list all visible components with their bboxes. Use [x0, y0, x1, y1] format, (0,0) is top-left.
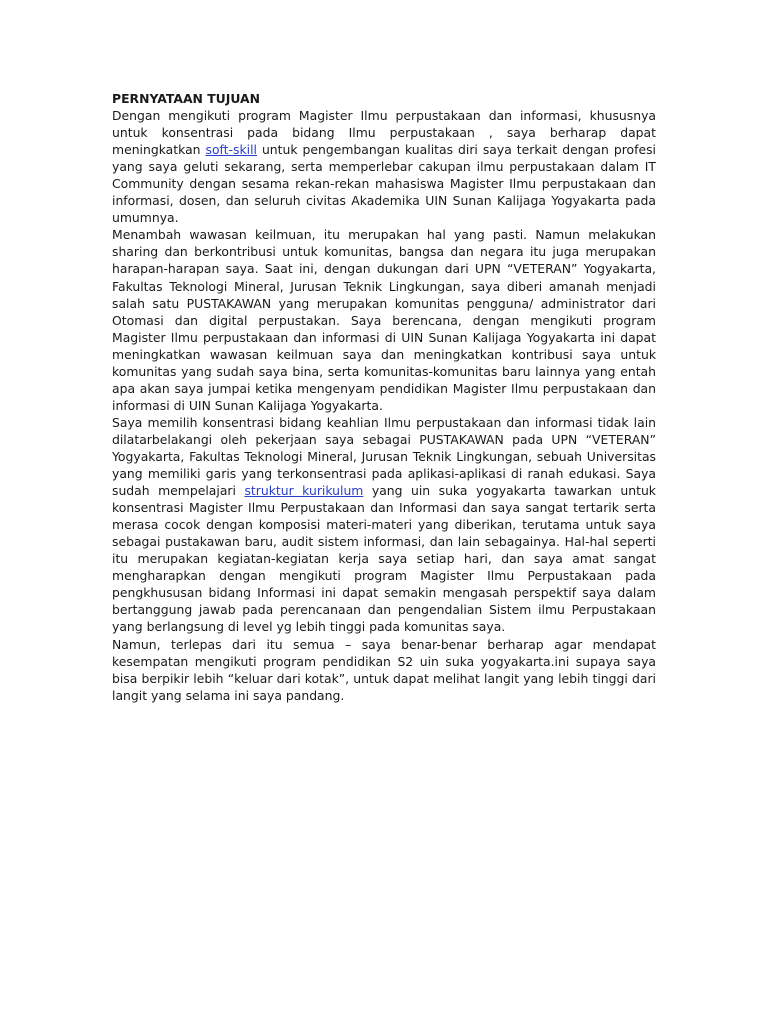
paragraph-3-text-a: Saya memilih konsentrasi bidang keahlian Ilmu perpustakaan dan informasi tidak lain dilatarbelakangi oleh pekerjaan saya sebagai PUSTAKAWAN pada UPN “VETERAN” Yogyakarta, Fakultas Teknologi Mineral, Jurusan Teknik Lingkungan, sebuah Universitas yang memiliki garis yang terkonsentrasi pada aplikasi-aplikasi di ranah edukasi. Saya sudah mempelajari [112, 414, 656, 499]
soft-skill-link[interactable]: soft-skill [205, 142, 257, 158]
document-body [112, 90, 656, 704]
paragraph-3-text-b: yang uin suka yogyakarta tawarkan untuk konsentrasi Magister Ilmu Perpustakaan dan Informasi dan saya sangat tertarik serta merasa cocok dengan komposisi materi-materi yang diberikan, terutama untuk saya sebagai pustakawan baru, audit sistem informasi, dan lain sebagainya. Hal-hal seperti itu merupakan kegiatan-kegiatan kerja saya setiap hari, dan saya amat sangat mengharapkan dengan mengikuti program Magister Ilmu Perpustakaan pada pengkhususan bidang Informasi ini dapat semakin mengasah perspektif saya dalam bertanggung jawab pada perencanaan dan pengendalian Sistem ilmu Perpustakaan yang berlangsung di level yg lebih tinggi pada komunitas saya. [112, 483, 656, 635]
paragraph-1 [112, 107, 656, 226]
paragraph-2: Menambah wawasan keilmuan, itu merupakan hal yang pasti. Namun melakukan sharing dan berkontribusi untuk komunitas, bangsa dan negara itu juga merupakan harapan-harapan saya. Saat ini, dengan dukungan dari UPN “VETERAN” Yogyakarta, Fakultas Teknologi Mineral, Jurusan Teknik Lingkungan, saya diberi amanah menjadi salah satu PUSTAKAWAN yang merupakan komunitas pengguna/ administrator dari Otomasi dan digital perpustakan. Saya berencana, dengan mengikuti program Magister Ilmu perpustakaan dan informasi di UIN Sunan Kalijaga Yogyakarta ini dapat meningkatkan wawasan keilmuan saya dan meningkatkan kontribusi saya untuk komunitas yang sudah saya bina, serta komunitas-komunitas baru lainnya yang entah apa akan saya jumpai ketika mengenyam pendidikan Magister Ilmu perpustakaan dan informasi di UIN Sunan Kalijaga Yogyakarta. [112, 227, 656, 413]
paragraph-4: Namun, terlepas dari itu semua – saya benar-benar berharap agar mendapat kesempatan mengikuti program pendidikan S2 uin suka yogyakarta.ini supaya saya bisa berpikir lebih “keluar dari kotak”, untuk dapat melihat langit yang lebih tinggi dari langit yang selama ini saya pandang. [112, 636, 656, 703]
paragraph-3 [112, 414, 656, 636]
document-title: PERNYATAAN TUJUAN [112, 91, 260, 106]
paragraph-1-text-b: untuk pengembangan kualitas diri saya terkait dengan profesi yang saya geluti sekarang, serta memperlebar cakupan ilmu perpustakaan dalam IT Community dengan sesama rekan-rekan mahasiswa Magister Ilmu perpustakaan dan informasi, dosen, dan seluruh civitas Akademika UIN Sunan Kalijaga Yogyakarta pada umumnya. [112, 142, 656, 226]
struktur-kurikulum-link[interactable]: struktur kurikulum [244, 483, 364, 499]
paragraph-1-text-a: Dengan mengikuti program Magister Ilmu perpustakaan dan informasi, khususnya untuk konsentrasi pada bidang Ilmu perpustakaan , saya berharap dapat meningkatkan [112, 108, 656, 158]
